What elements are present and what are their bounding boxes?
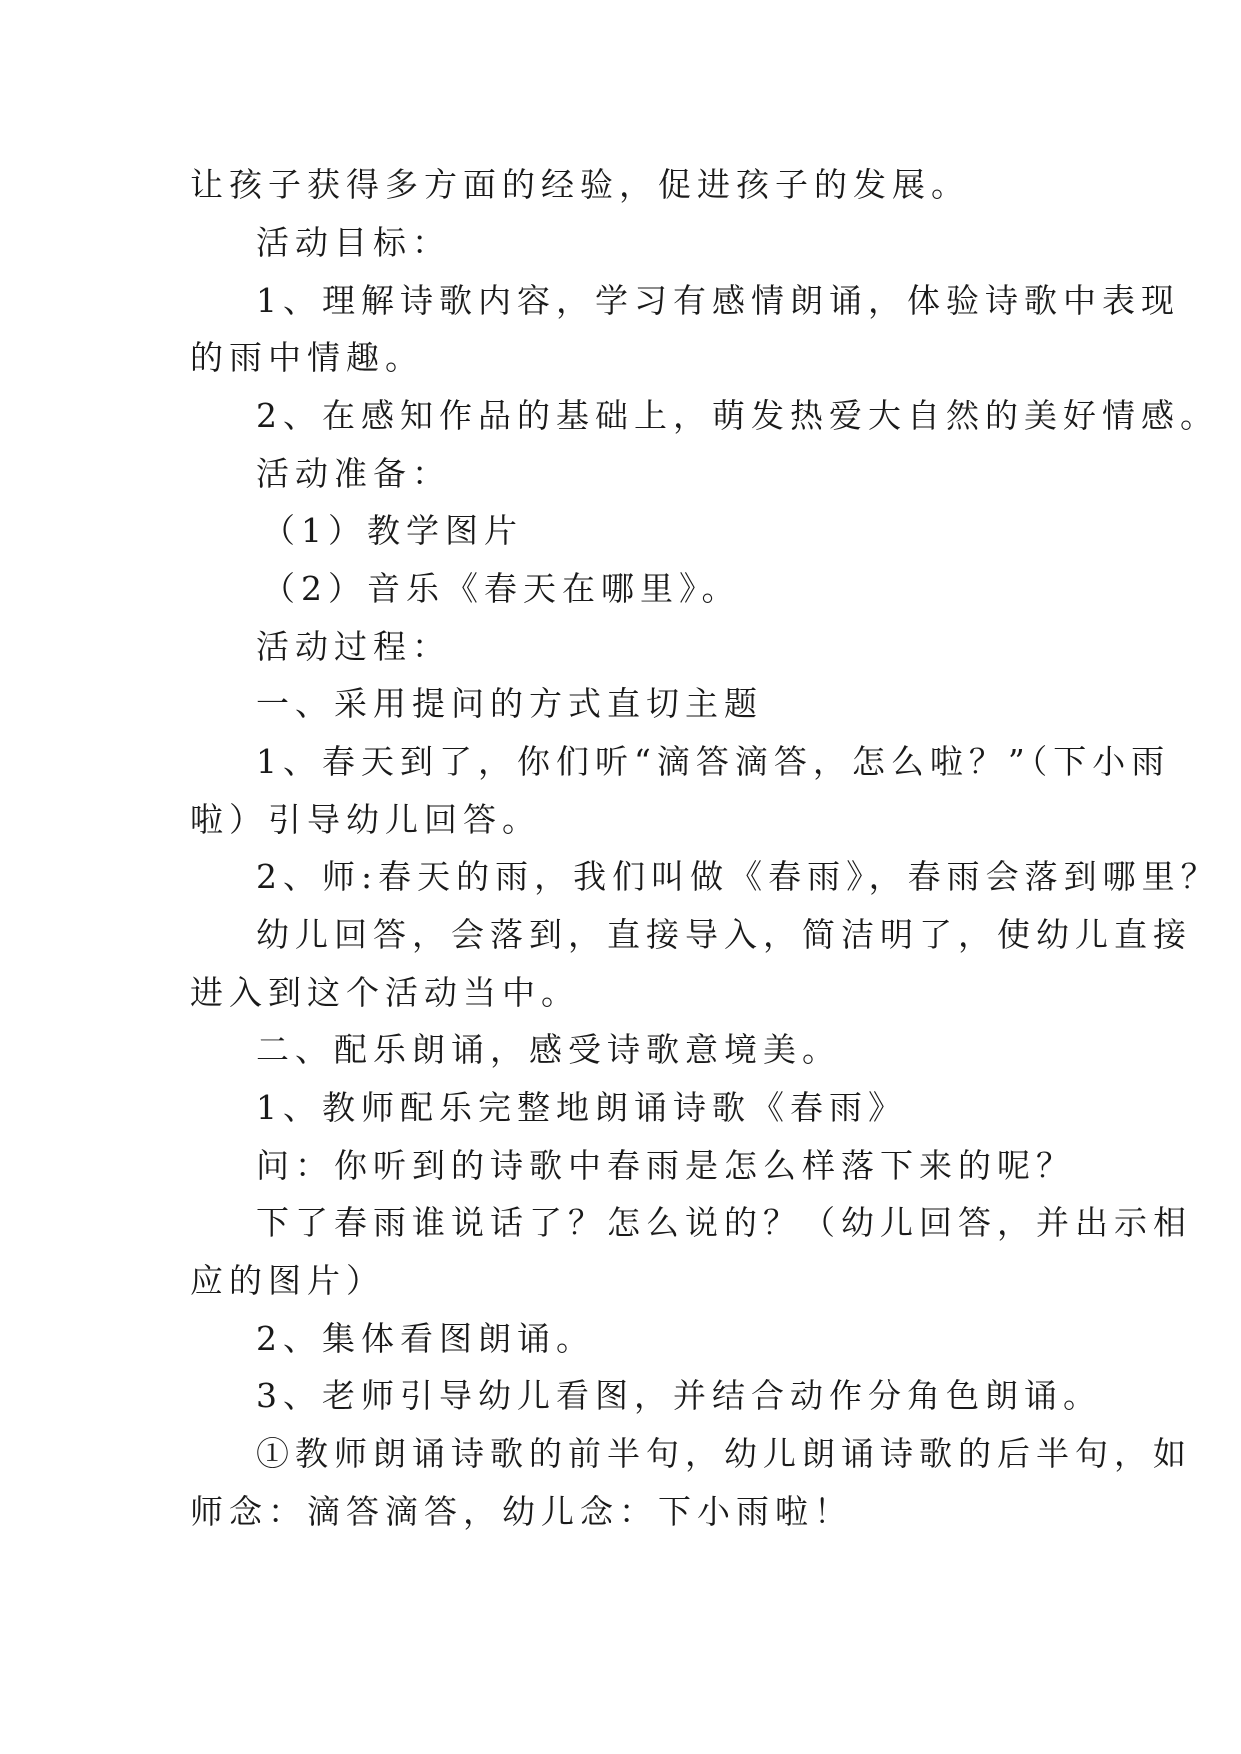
text-line-step-1-1: 1、春天到了，你们听“滴答滴答，怎么啦？”（下小雨 (256, 742, 1171, 781)
text-line-prep-1: （1）教学图片 (262, 511, 523, 550)
heading-step-1: 一、采用提问的方式直切主题 (256, 684, 763, 723)
text-line-prep-2: （2）音乐《春天在哪里》。 (262, 569, 741, 608)
text-line-step-2-2: 2、集体看图朗诵。 (256, 1319, 595, 1358)
text-line-step-2-1: 1、教师配乐完整地朗诵诗歌《春雨》 (256, 1088, 907, 1127)
heading-activity-prep: 活动准备： (256, 454, 451, 493)
text-line-question-2-cont: 应的图片） (190, 1261, 385, 1300)
text-line-step-1-2: 2、师:春天的雨，我们叫做《春雨》，春雨会落到哪里？ (256, 857, 1220, 896)
text-line-step-1-3-cont: 进入到这个活动当中。 (190, 973, 580, 1012)
text-line-step-1-3: 幼儿回答，会落到，直接导入，简洁明了，使幼儿直接 (256, 915, 1192, 954)
text-line-question-1: 问：你听到的诗歌中春雨是怎么样落下来的呢？ (256, 1146, 1075, 1185)
text-line-step-2-3-a: ①教师朗诵诗歌的前半句，幼儿朗诵诗歌的后半句，如 (256, 1434, 1192, 1473)
text-line-goal-2: 2、在感知作品的基础上，萌发热爱大自然的美好情感。 (256, 396, 1219, 435)
text-line-goal-1-cont: 的雨中情趣。 (190, 338, 424, 377)
text-line-step-2-3-a-cont: 师念：滴答滴答，幼儿念：下小雨啦！ (190, 1492, 853, 1531)
text-line-step-2-3: 3、老师引导幼儿看图，并结合动作分角色朗诵。 (256, 1376, 1102, 1415)
text-line-goal-1: 1、理解诗歌内容，学习有感情朗诵，体验诗歌中表现 (256, 281, 1180, 320)
text-line-1: 让孩子获得多方面的经验，促进孩子的发展。 (190, 165, 970, 204)
text-line-step-1-1-cont: 啦）引导幼儿回答。 (190, 800, 541, 839)
heading-activity-goals: 活动目标： (256, 223, 451, 262)
heading-activity-process: 活动过程： (256, 627, 451, 666)
heading-step-2: 二、配乐朗诵，感受诗歌意境美。 (256, 1030, 841, 1069)
text-line-question-2: 下了春雨谁说话了？怎么说的？（幼儿回答，并出示相 (256, 1203, 1192, 1242)
